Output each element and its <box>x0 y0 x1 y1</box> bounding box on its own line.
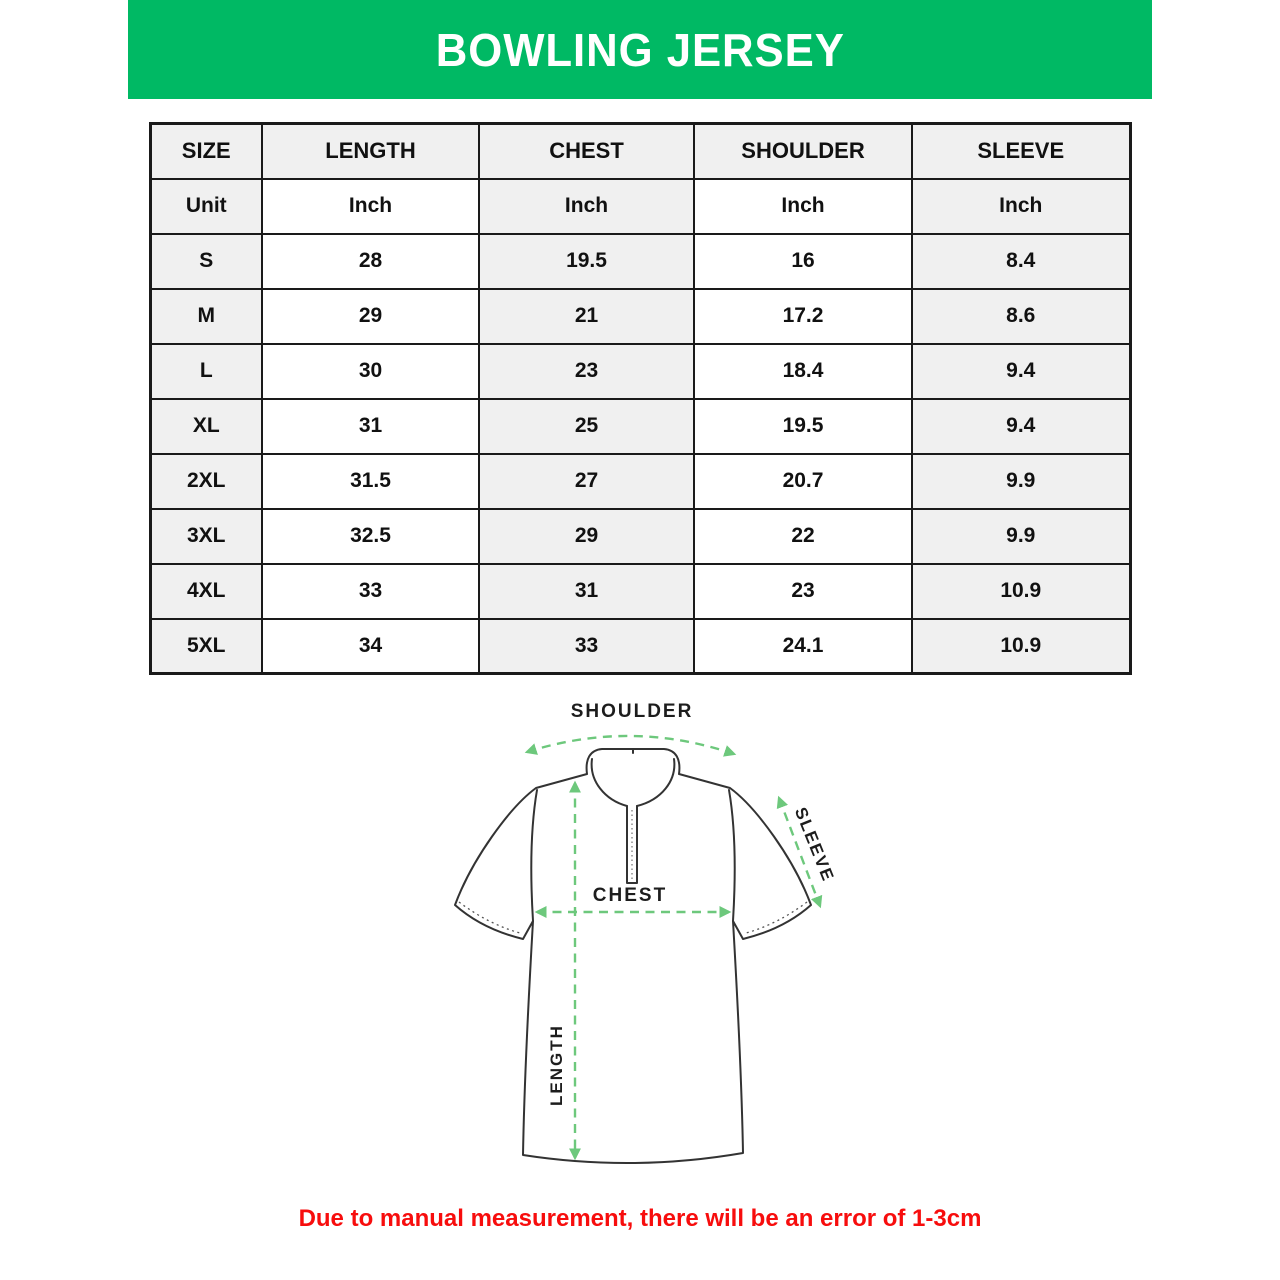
chest-value: 19.5 <box>479 234 694 289</box>
shoulder-value: 20.7 <box>694 454 912 509</box>
col-header-chest: CHEST <box>479 124 694 179</box>
chest-value: 31 <box>479 564 694 619</box>
table-row <box>150 619 1130 674</box>
table-row <box>150 399 1130 454</box>
table-row <box>150 454 1130 509</box>
chest-value: 21 <box>479 289 694 344</box>
jersey-outline <box>455 749 811 1163</box>
length-label: LENGTH <box>547 1024 566 1106</box>
shoulder-value: 22 <box>694 509 912 564</box>
table-unit-row <box>150 179 1130 234</box>
unit-cell: Inch <box>912 179 1130 234</box>
length-value: 32.5 <box>262 509 479 564</box>
size-label: XL <box>150 399 262 454</box>
table-row <box>150 289 1130 344</box>
table-row <box>150 234 1130 289</box>
sleeve-value: 10.9 <box>912 619 1130 674</box>
col-header-sleeve: SLEEVE <box>912 124 1130 179</box>
size-label: L <box>150 344 262 399</box>
sleeve-value: 8.6 <box>912 289 1130 344</box>
unit-cell: Inch <box>479 179 694 234</box>
title-banner <box>128 0 1152 99</box>
chest-value: 27 <box>479 454 694 509</box>
size-label: S <box>150 234 262 289</box>
chest-value: 23 <box>479 344 694 399</box>
chest-value: 33 <box>479 619 694 674</box>
length-value: 34 <box>262 619 479 674</box>
size-chart-table <box>149 122 1132 675</box>
table-row <box>150 564 1130 619</box>
length-value: 33 <box>262 564 479 619</box>
unit-cell: Inch <box>262 179 479 234</box>
table-row <box>150 344 1130 399</box>
sleeve-value: 9.9 <box>912 509 1130 564</box>
page-title: BOWLING JERSEY <box>435 23 845 76</box>
col-header-size: SIZE <box>150 124 262 179</box>
col-header-length: LENGTH <box>262 124 479 179</box>
jersey-diagram-svg <box>420 677 860 1177</box>
unit-label: Unit <box>150 179 262 234</box>
chest-value: 29 <box>479 509 694 564</box>
sleeve-value: 9.4 <box>912 399 1130 454</box>
shoulder-value: 17.2 <box>694 289 912 344</box>
shoulder-value: 18.4 <box>694 344 912 399</box>
sleeve-value: 9.4 <box>912 344 1130 399</box>
size-label: 4XL <box>150 564 262 619</box>
size-label: 3XL <box>150 509 262 564</box>
sleeve-value: 9.9 <box>912 454 1130 509</box>
jersey-measurement-diagram <box>420 677 860 1177</box>
col-header-shoulder: SHOULDER <box>694 124 912 179</box>
shoulder-value: 23 <box>694 564 912 619</box>
chest-value: 25 <box>479 399 694 454</box>
sleeve-label: SLEEVE <box>790 804 839 886</box>
table-header-row <box>150 124 1130 179</box>
shoulder-value: 19.5 <box>694 399 912 454</box>
sleeve-value: 10.9 <box>912 564 1130 619</box>
shoulder-label: SHOULDER <box>570 701 694 722</box>
size-label: M <box>150 289 262 344</box>
length-value: 31 <box>262 399 479 454</box>
sleeve-value: 8.4 <box>912 234 1130 289</box>
size-label: 5XL <box>150 619 262 674</box>
measurement-disclaimer: Due to manual measurement, there will be an error of 1-3cm <box>298 1205 982 1232</box>
length-value: 31.5 <box>262 454 479 509</box>
table-row <box>150 509 1130 564</box>
length-value: 28 <box>262 234 479 289</box>
unit-cell: Inch <box>694 179 912 234</box>
chest-label: CHEST <box>592 885 668 906</box>
shoulder-value: 24.1 <box>694 619 912 674</box>
size-label: 2XL <box>150 454 262 509</box>
length-value: 30 <box>262 344 479 399</box>
length-value: 29 <box>262 289 479 344</box>
shoulder-value: 16 <box>694 234 912 289</box>
